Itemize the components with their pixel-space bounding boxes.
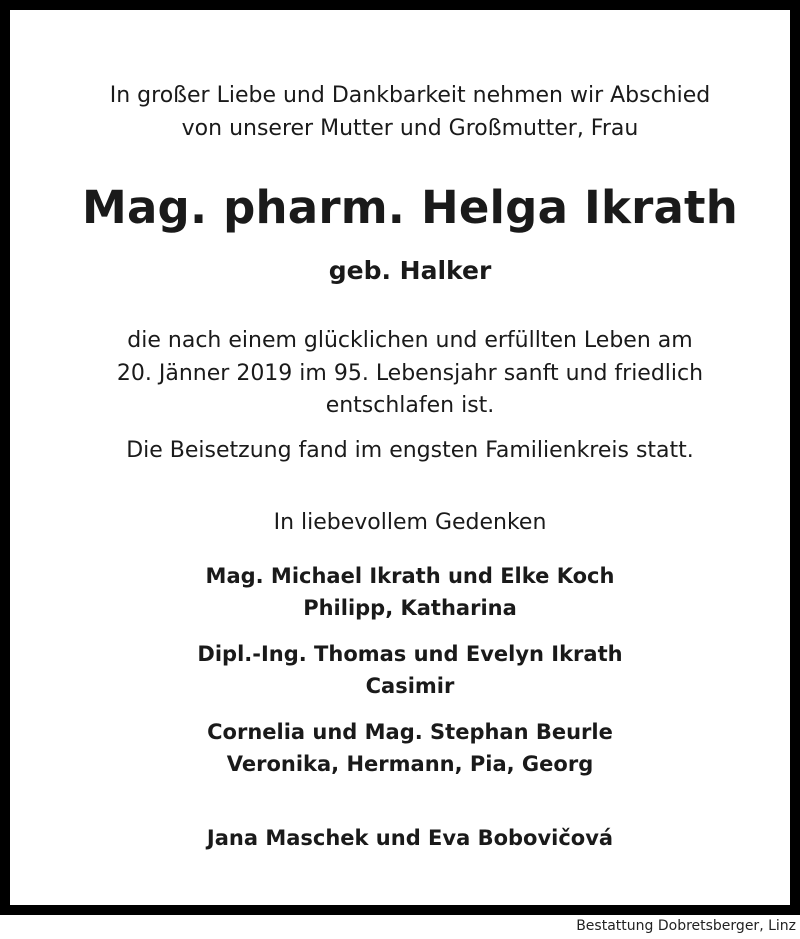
family-1-parents: Mag. Michael Ikrath und Elke Koch [205,564,615,588]
passing-line-2: 20. Jänner 2019 im 95. Lebensjahr sanft und friedlich [116,361,704,386]
intro-line-1: In großer Liebe und Dankbarkeit nehmen wir Abschied [109,83,711,108]
deceased-name: Mag. pharm. Helga Ikrath [81,181,738,234]
maiden-name: geb. Halker [328,256,492,285]
burial-statement: Die Beisetzung fand im engsten Familienkreis statt. [126,438,694,463]
family-3-parents: Cornelia und Mag. Stephan Beurle [207,720,613,744]
intro-line-2: von unserer Mutter und Großmutter, Frau [181,116,639,141]
family-3-children: Veronika, Hermann, Pia, Georg [226,752,594,776]
family-4-names: Jana Maschek und Eva Bobovičová [206,826,614,850]
family-1-children: Philipp, Katharina [303,596,517,620]
funeral-home-credit: Bestattung Dobretsberger, Linz [576,918,796,934]
passing-line-3: entschlafen ist. [325,393,495,418]
family-2-parents: Dipl.-Ing. Thomas und Evelyn Ikrath [197,642,623,666]
memorial-heading: In liebevollem Gedenken [273,510,547,535]
passing-line-1: die nach einem glücklichen und erfüllten Leben am [127,328,693,353]
family-2-children: Casimir [365,674,455,698]
